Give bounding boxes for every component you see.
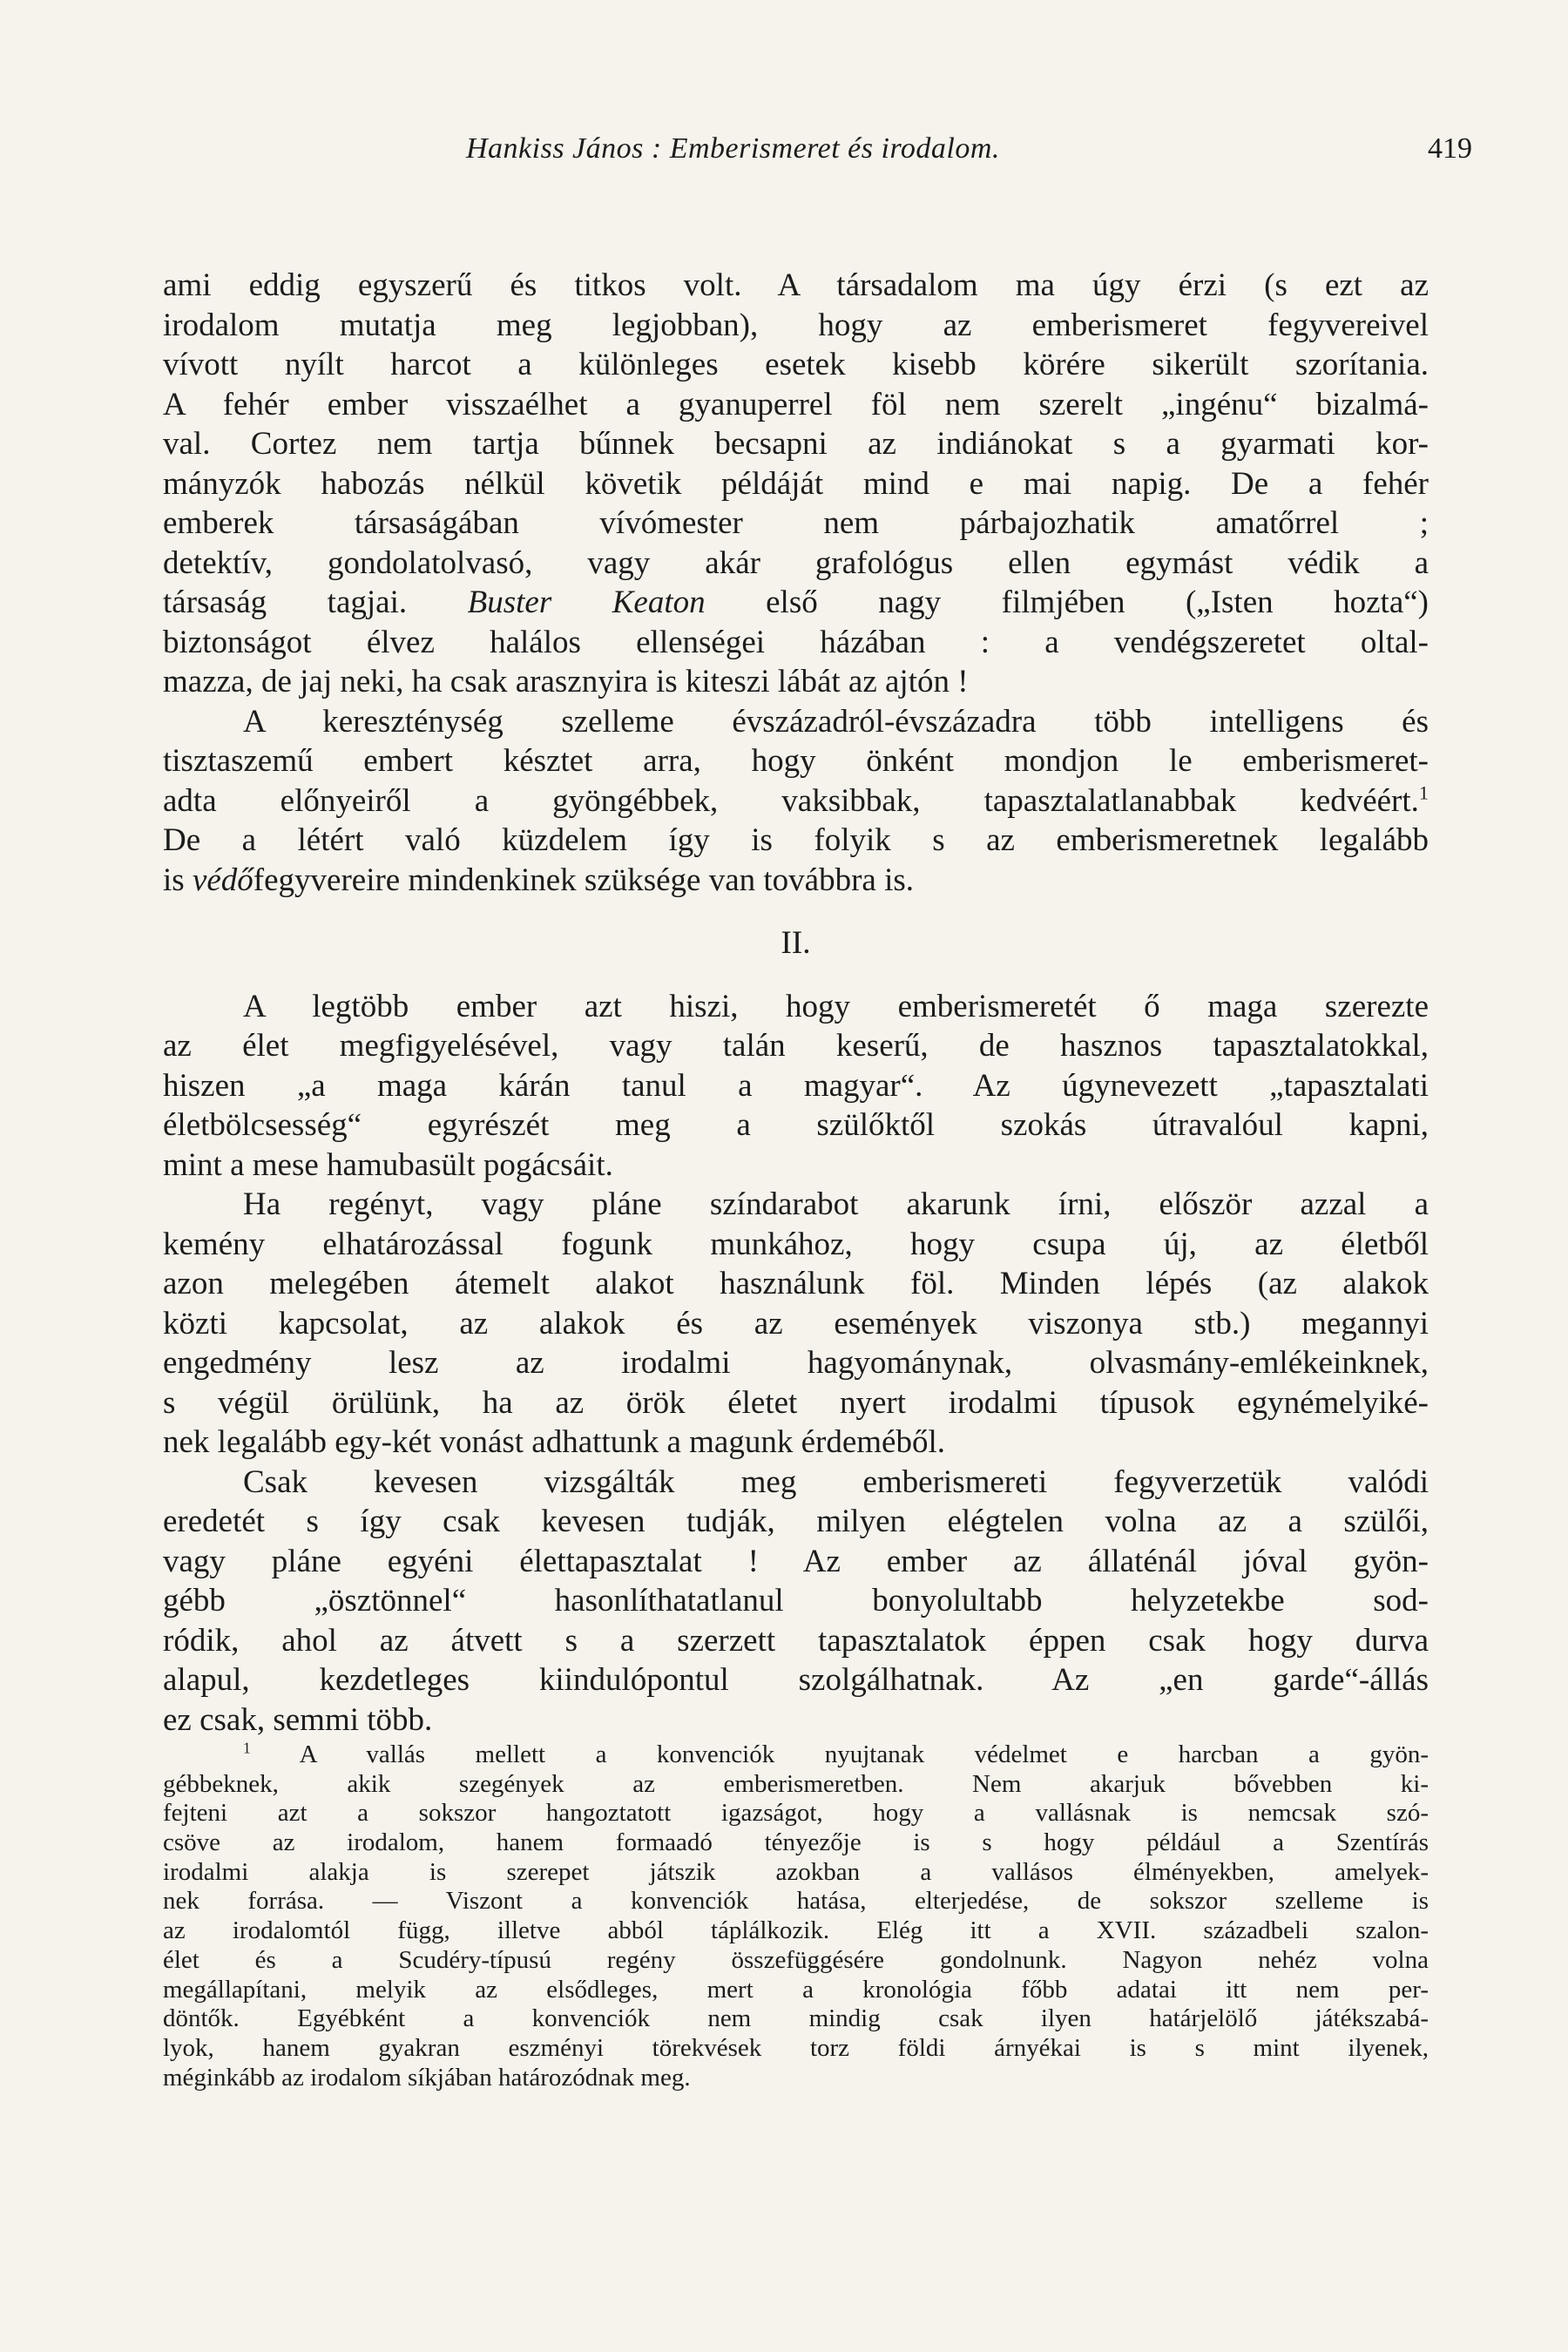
text-line [163, 583, 1429, 623]
footnote-line: csöve az irodalom, hanem formaadó tényezője is s hogy például a Szentírás [163, 1828, 1429, 1857]
text-line: detektív, gondolatolvasó, vagy akár grafológus ellen egymást védik a [163, 544, 1429, 581]
running-title: Hankiss János : Emberismeret és irodalom. [466, 132, 1000, 165]
text-line: Csak kevesen vizsgálták meg emberismereti fegyverzetük valódi [243, 1463, 1429, 1500]
text-line: val. Cortez nem tartja bűnnek becsapni az indiánokat s a gyarmati kor- [163, 426, 1429, 462]
footnote-line: élet és a Scudéry-típusú regény összefüggésére gondolnunk. Nagyon nehéz volna [163, 1945, 1429, 1974]
text-line: mint a mese hamubasült pogácsáit. [163, 1146, 613, 1183]
text-run: A vallás mellett a konvenciók nyujtanak védelmet e harcban a gyön- [299, 1740, 1429, 1768]
text-line: A kereszténység szelleme évszázadról-évszázadra több intelligens és [243, 703, 1429, 740]
text-line: vagy pláne egyéni élettapasztalat ! Az ember az állaténál jóval gyön- [163, 1543, 1429, 1579]
text-line: engedmény lesz az irodalmi hagyománynak, olvasmány-emlékeinknek, [163, 1345, 1429, 1381]
page-number: 419 [1428, 132, 1472, 165]
text-line: eredetét s így csak kevesen tudják, milyen elégtelen volna az a szülői, [163, 1504, 1429, 1539]
text-line: A fehér ember visszaélhet a gyanuperrel föl nem szerelt „ingénu“ bizalmá- [163, 386, 1429, 422]
footnote-line: méginkább az irodalom síkjában határozódnak meg. [163, 2063, 691, 2092]
running-head [0, 132, 1568, 176]
text-run: adta előnyeiről a gyöngébbek, vaksibbak, tapasztalatlanabbak kedvéért. [163, 782, 1419, 819]
text-line: mányzók habozás nélkül követik példáját mind e mai napig. De a fehér [163, 465, 1429, 502]
text-line: ami eddig egyszerű és titkos volt. A társadalom ma úgy érzi (s ezt az [163, 267, 1429, 303]
text-line: az élet megfigyelésével, vagy talán keserű, de hasznos tapasztalatokkal, [163, 1028, 1429, 1064]
text-line: nek legalább egy-két vonást adhattunk a magunk érdeméből. [163, 1424, 945, 1460]
text-line: Ha regényt, vagy pláne színdarabot akarunk írni, először azzal a [243, 1186, 1429, 1222]
text-line [163, 781, 1429, 821]
footnotes [163, 1740, 1429, 2092]
text-line: irodalom mutatja meg legjobban), hogy az emberismeret fegyvereivel [163, 307, 1429, 343]
footnote-line: nek forrása. — Viszont a konvenciók hatása, elterjedése, de sokszor szelleme is [163, 1887, 1429, 1916]
text-line: biztonságot élvez halálos ellenségei házában : a vendégszeretet oltal- [163, 624, 1429, 660]
text-line: emberek társaságában vívómester nem párbajozhatik amatőrrel ; [163, 505, 1429, 541]
footnote-line: döntők. Egyébként a konvenciók nem mindig csak ilyen határjelölő játékszabá- [163, 2004, 1429, 2033]
italic-name: Buster Keaton [467, 585, 706, 620]
text-run: fegyvereire mindenkinek szüksége van továbbra is. [253, 862, 915, 898]
text-line: alapul, kezdetleges kiindulópontul szolgálhatnak. Az „en garde“-állás [163, 1662, 1429, 1698]
footnote-line [163, 1740, 1429, 1770]
text-line: ez csak, semmi több. [163, 1701, 433, 1738]
section-heading: II. [781, 925, 811, 961]
footnote-line: az irodalomtól függ, illetve abból táplálkozik. Elég itt a XVII. századbeli szalon- [163, 1916, 1429, 1945]
text-line: kemény elhatározással fogunk munkához, hogy csupa új, az életből [163, 1226, 1429, 1262]
text-line: hiszen „a maga kárán tanul a magyar“. Az úgynevezett „tapasztalati [163, 1067, 1429, 1104]
footnote-mark: 1 [243, 1739, 251, 1757]
footnote-line: megállapítani, melyik az elsődleges, mert a kronológia főbb adatai itt nem per- [163, 1975, 1429, 2004]
text-line: tisztaszemű embert késztet arra, hogy önként mondjon le emberismeret- [163, 743, 1429, 779]
footnote-line: gébbeknek, akik szegények az emberismeretben. Nem akarjuk bővebben ki- [163, 1769, 1429, 1798]
text-line: közti kapcsolat, az alakok és az események viszonya stb.) megannyi [163, 1305, 1429, 1342]
text-run: is [163, 862, 193, 898]
text-line: gébb „ösztönnel“ hasonlíthatatlanul bonyolultabb helyzetekbe sod- [163, 1583, 1429, 1619]
text-line: s végül örülünk, ha az örök életet nyert irodalmi típusok egynémelyiké- [163, 1384, 1429, 1421]
italic-word: védő [192, 862, 253, 898]
text-line [163, 861, 1429, 901]
text-line: A legtöbb ember azt hiszi, hogy emberismeretét ő maga szerezte [243, 988, 1429, 1024]
footnote-line: fejteni azt a sokszor hangoztatott igazságot, hogy a vallásnak is nemcsak szó- [163, 1799, 1429, 1828]
text-line: De a létért való küzdelem így is folyik s az emberismeretnek legalább [163, 822, 1429, 858]
text-line: azon melegében átemelt alakot használunk föl. Minden lépés (az alakok [163, 1266, 1429, 1301]
text-line: ródik, ahol az átvett s a szerzett tapasztalatok éppen csak hogy durva [163, 1622, 1429, 1659]
text-run: első nagy filmjében („Isten hozta“) [705, 585, 1429, 620]
text-line: vívott nyílt harcot a különleges esetek kisebb körére sikerült szorítania. [163, 347, 1429, 382]
footnote-line: lyok, hanem gyakran eszményi törekvések torz földi árnyékai is s mint ilyenek, [163, 2033, 1429, 2062]
footnote-line: irodalmi alakja is szerepet játszik azokban a vallásos élményekben, amelyek- [163, 1857, 1429, 1886]
body-text [163, 266, 1429, 1740]
text-run: társaság tagjai. [163, 585, 468, 620]
text-line: életbölcsesség“ egyrészét meg a szülőktől szokás útravalóul kapni, [163, 1107, 1429, 1143]
text-line: mazza, de jaj neki, ha csak arasznyira is kiteszi lábát az ajtón ! [163, 664, 969, 700]
footnote-reference: 1 [1418, 781, 1429, 804]
